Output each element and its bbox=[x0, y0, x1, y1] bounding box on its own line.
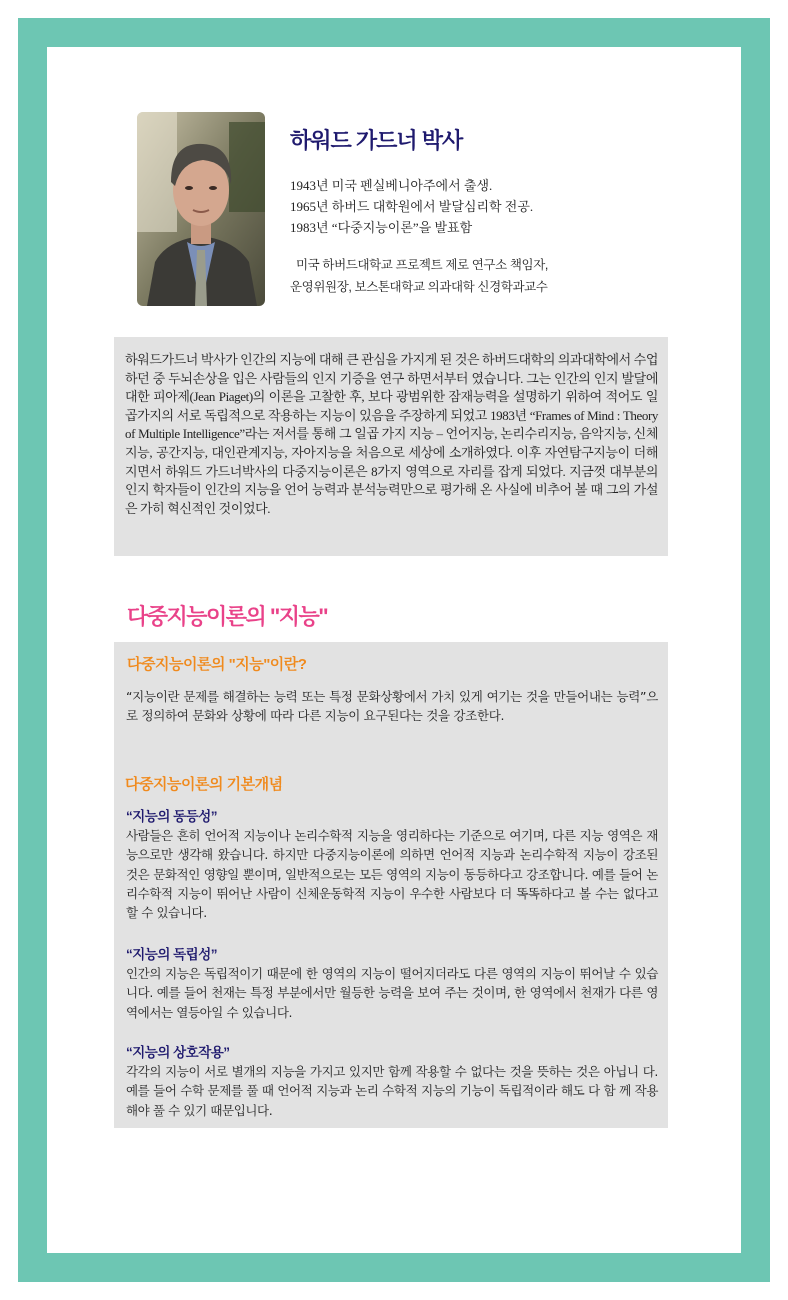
concept-independence bbox=[126, 946, 658, 1022]
bio-line: 1943년 미국 펜실베니아주에서 출생. bbox=[290, 178, 493, 193]
concept-text: 인간의 지능은 독립적이기 때문에 한 영역의 지능이 떨어지더라도 다른 영역의 지능이 뛰어날 수 있습니다. 예를 들어 천재는 특정 부분에서만 월등한 능력을 보여 주는 것이며, 한 영역에서 천재가 다른 영역에서는 열등아일 수 있습니다. bbox=[126, 966, 658, 1020]
role-line: 미국 하버드대학교 프로젝트 제로 연구소 책임자, bbox=[296, 258, 548, 272]
intro-text: 하워드가드너 박사가 인간의 지능에 대해 큰 관심을 가지게 된 것은 하버드대학의 의과대학에서 수업하던 중 두뇌손상을 입은 사람들의 인지 기증을 연구 하면서부터 였습니다. 그는 인간의 인지 발달에 대한 피아제(Jean Piaget)의 이론을 고찰한 후, 보다 광범위한 잠재능력을 설명하기 위하여 적어도 일곱가지의 서로 독립적으로 작용하는 지능이 있음을 주장하게 되었고 1983년 “Frames of Mind : Theory of Multiple Intelligence”라는 저서를 통해 그 일곱 가지 지능 – 언어지능, 논리수리지능, 음악지능, 신체지능, 공간지능, 대인관계지능, 자아지능을 처음으로 세상에 소개하였다. 이후 자연탐구지능이 더해지면서 하워드 가드너박사의 다중지능이론은 8가지 영역으로 자리를 잡게 되었다. 지금껏 대부분의 인지 학자들이 인간의 지능을 언어 능력과 분석능력만으로 평가해 온 사실에 비추어 볼 때 그의 가설은 가히 혁신적인 것이었다. bbox=[125, 352, 658, 516]
profile-block bbox=[290, 124, 710, 298]
concept-text: 사람들은 흔히 언어적 지능이나 논리수학적 지능을 영리하다는 기준으로 여기며, 다른 지능 영역은 재능으로만 생각해 왔습니다. 하지만 다중지능이론에 의하면 언어적 지능과 논리수학적 지능이 강조된 것은 문화적인 영향일 뿐이며, 일반적으로는 모든 영역의 지능이 동등하다고 강조합니다. 예를 들어 논리수학적 지능이 뛰어난 사람이 신체운동학적 지능이 우수한 사람보다 더 똑똑하다고 볼 수는 없다고 할 수 있습니다. bbox=[126, 828, 658, 921]
concepts-heading: 다중지능이론의 기본개념 bbox=[125, 776, 283, 793]
definition-text: “지능이란 문제를 해결하는 능력 또는 특정 문화상황에서 가치 있게 여기는 것을 만들어내는 능력”으로 정의하여 문화와 상황에 따라 다른 지능이 요구된다는 것을 강조한다. bbox=[126, 689, 658, 723]
bio-line: 1965년 하버드 대학원에서 발달심리학 전공. bbox=[290, 199, 534, 214]
bio-lines bbox=[290, 175, 710, 238]
profile-name: 하워드 가드너 박사 bbox=[290, 128, 463, 153]
concept-title: “지능의 상호작용” bbox=[126, 1045, 230, 1060]
definition-heading: 다중지능이론의 "지능"이란? bbox=[127, 656, 307, 673]
role-line: 운영위원장, 보스톤대학교 의과대학 신경학과교수 bbox=[290, 280, 548, 294]
intro-panel bbox=[114, 337, 668, 556]
section-title: 다중지능이론의 "지능" bbox=[127, 604, 328, 629]
concept-title: “지능의 동등성” bbox=[126, 809, 217, 824]
bio-roles bbox=[290, 254, 710, 298]
concept-panel bbox=[114, 642, 668, 1128]
concept-equality bbox=[126, 808, 658, 922]
concept-interaction bbox=[126, 1044, 658, 1120]
concept-text: 각각의 지능이 서로 별개의 지능을 가지고 있지만 함께 작용할 수 없다는 것을 뜻하는 것은 아닙니 다. 예를 들어 수학 문제를 풀 때 언어적 지능과 논리 수학적 지능의 기능이 독립적이라 해도 다 함 께 작용해야 풀 수 있기 때문입니다. bbox=[126, 1064, 658, 1118]
portrait-photo bbox=[137, 112, 265, 306]
bio-line: 1983년 “다중지능이론”을 발표함 bbox=[290, 220, 473, 235]
concept-title: “지능의 독립성” bbox=[126, 947, 217, 962]
